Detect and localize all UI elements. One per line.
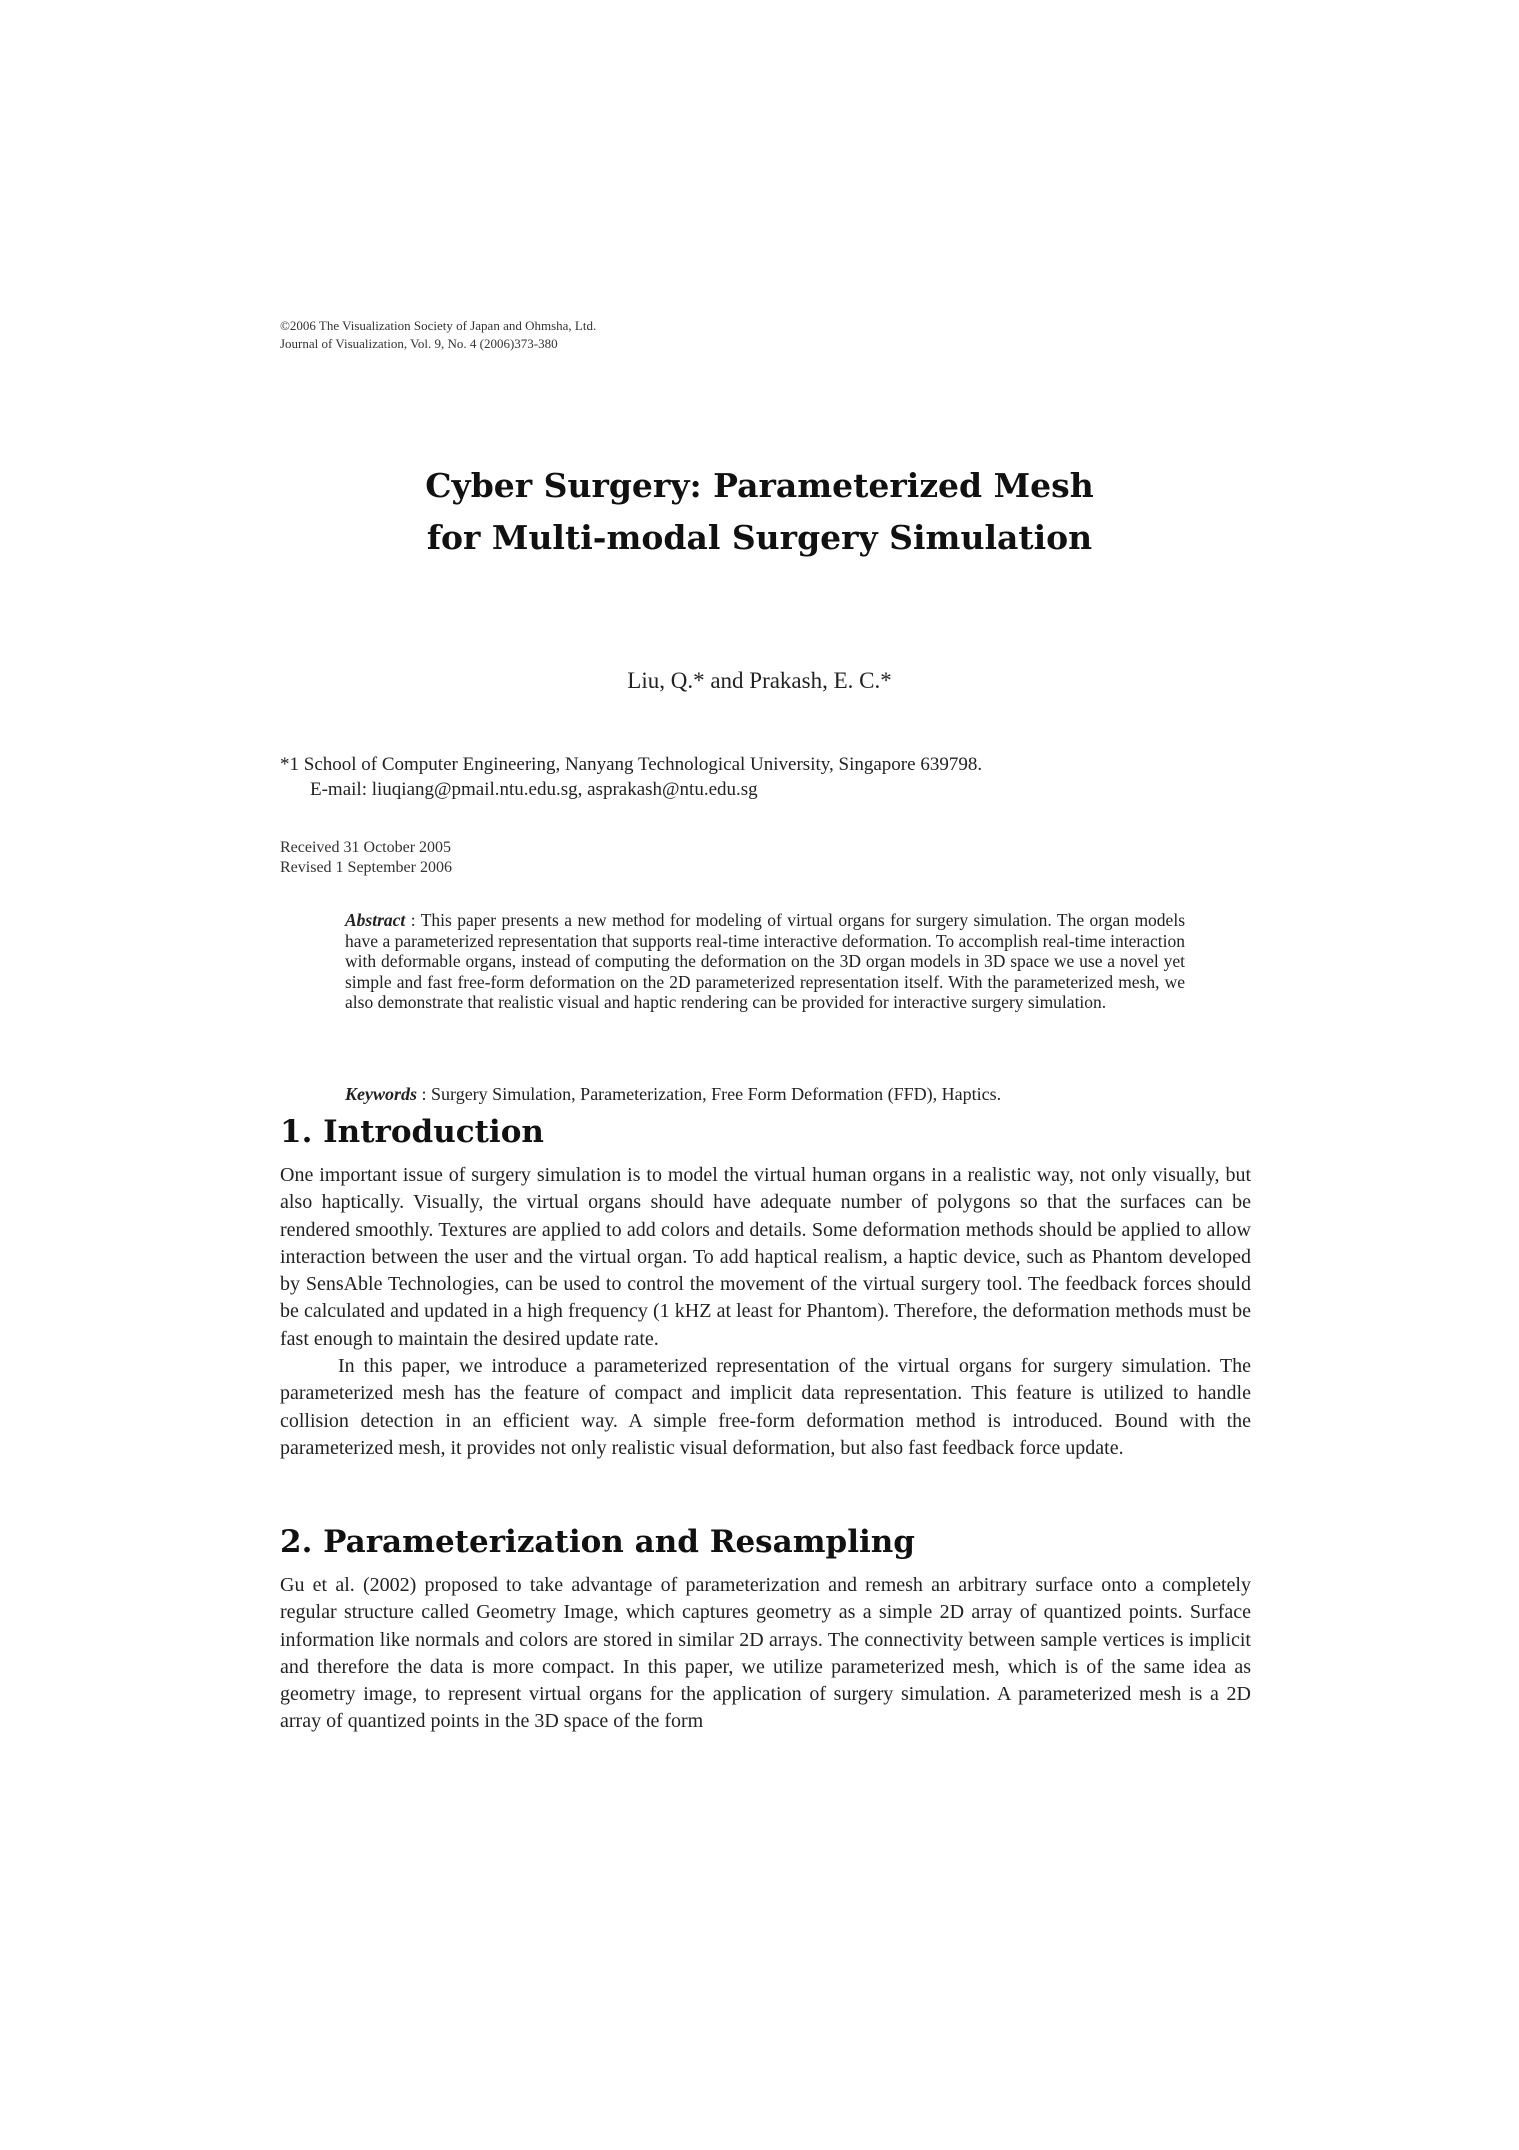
title-line-2: for Multi-modal Surgery Simulation: [426, 518, 1093, 557]
section-introduction-body: [280, 1162, 1251, 1462]
paragraph: Gu et al. (2002) proposed to take advantage of parameterization and remesh an arbitrary surface onto a completely regular structure called Geometry Image, which captures geometry as a simple 2D array of quantized points. Surface information like normals and colors are stored in similar 2D arrays. The connectivity between sample vertices is implicit and therefore the data is more compact. In this paper, we utilize parameterized mesh, which is of the same idea as geometry image, to represent virtual organs for the application of surgery simulation. A parameterized mesh is a 2D array of quantized points in the 3D space of the form: [280, 1574, 1251, 1733]
revised-date: Revised 1 September 2006: [280, 859, 452, 876]
abstract-separator: :: [405, 910, 421, 930]
email-line: E-mail: liuqiang@pmail.ntu.edu.sg, asprakash@ntu.edu.sg: [310, 779, 758, 800]
abstract-text: This paper presents a new method for modeling of virtual organs for surgery simulation. The organ models have a parameterized representation that supports real-time interactive deformation. To accomplish real-time interaction with deformable organs, instead of computing the deformation on the 3D organ models in 3D space we use a novel yet simple and fast free-form deformation on the 2D parameterized representation itself. With the parameterized mesh, we also demonstrate that realistic visual and haptic rendering can be provided for interactive surgery simulation.: [345, 910, 1186, 1012]
section-heading-parameterization: 2. Parameterization and Resampling: [280, 1524, 915, 1560]
keywords-label: Keywords: [345, 1084, 417, 1104]
journal-citation: Journal of Visualization, Vol. 9, No. 4 (2006)373-380: [280, 336, 558, 351]
section-parameterization-body: [280, 1572, 1251, 1736]
keywords-separator: :: [417, 1084, 432, 1104]
affiliation-line: *1 School of Computer Engineering, Nanyang Technological University, Singapore 639798.: [280, 754, 983, 775]
keywords-text: Surgery Simulation, Parameterization, Free Form Deformation (FFD), Haptics.: [431, 1084, 1002, 1104]
paragraph: One important issue of surgery simulation is to model the virtual human organs in a realistic way, not only visually, but also haptically. Visually, the virtual organs should have adequate number of polygons so that the surfaces can be rendered smoothly. Textures are applied to add colors and details. Some deformation methods should be applied to allow interaction between the user and the virtual organ. To add haptical realism, a haptic device, such as Phantom developed by SensAble Technologies, can be used to control the movement of the virtual surgery tool. The feedback forces should be calculated and updated in a high frequency (1 kHZ at least for Phantom). Therefore, the deformation methods must be fast enough to maintain the desired update rate.: [280, 1164, 1251, 1350]
abstract: [345, 910, 1185, 1013]
copyright-line: ©2006 The Visualization Society of Japan and Ohmsha, Ltd.: [280, 318, 597, 333]
section-heading-introduction: 1. Introduction: [280, 1114, 544, 1150]
paper-title: [0, 460, 1519, 564]
abstract-label: Abstract: [345, 910, 406, 930]
authors: Liu, Q.* and Prakash, E. C.*: [627, 668, 892, 693]
affiliation: [280, 752, 1280, 802]
paragraph: In this paper, we introduce a parameterized representation of the virtual organs for surgery simulation. The parameterized mesh has the feature of compact and implicit data representation. This feature is utilized to handle collision detection in an efficient way. A simple free-form deformation method is introduced. Bound with the parameterized mesh, it provides not only realistic visual deformation, but also fast feedback force update.: [280, 1355, 1251, 1459]
title-line-1: Cyber Surgery: Parameterized Mesh: [425, 466, 1094, 505]
keywords: [345, 1084, 1245, 1105]
dates: [280, 838, 452, 878]
received-date: Received 31 October 2005: [280, 839, 452, 856]
